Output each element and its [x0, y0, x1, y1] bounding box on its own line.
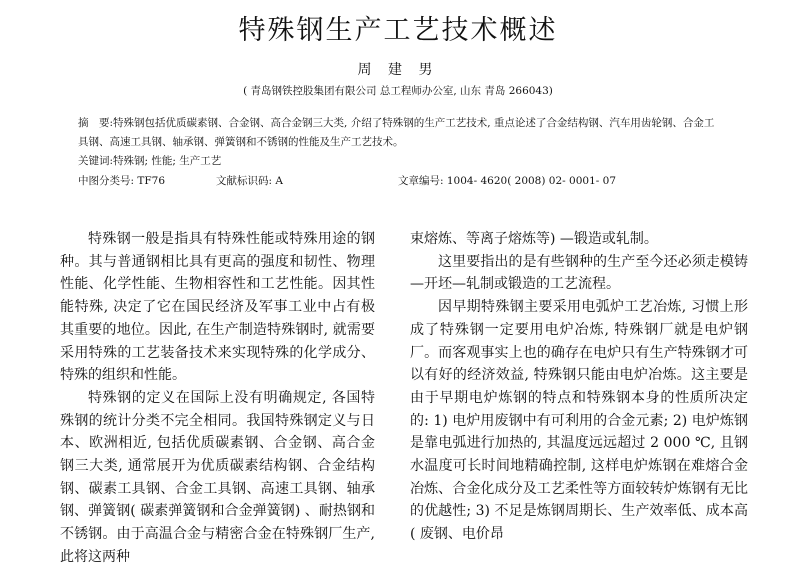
abstract-text: 特殊钢包括优质碳素钢、合金钢、高合金钢三大类, 介绍了特殊钢的生产工艺技术, 重点论述了合金结构钢、汽车用齿轮钢、合金工具钢、高速工具钢、轴承钢、弹簧钢和不锈钢的性能及生产工艺技术。 [78, 117, 715, 148]
body-paragraph: 因早期特殊钢主要采用电弧炉工艺冶炼, 习惯上形成了特殊钢一定要用电炉冶炼, 特殊钢厂就是电炉钢厂。而客观事实上也的确存在电炉只有生产特殊钢才可以有好的经济效益, 特殊钢只能由电炉冶炼。这主要是由于早期电炉炼钢的特点和特殊钢本身的性质所决定的: 1) 电炉用废钢中有可利用的合金元素; 2) 电炉炼钢是靠电弧进行加热的, 其温度远远超过 2 000 ℃, 且钢水温度可长时间地精确控制, 这样电炉炼钢在难熔合金冶炼、合金化成分及工艺柔性等方面较转炉炼钢有无比的优越性; 3) 不足是炼钢周期长、生产效率低、成本高( 废钢、电价昂 [410, 299, 748, 543]
paper-title: 特殊钢生产工艺技术概述 [238, 15, 558, 46]
keywords-block [78, 152, 718, 171]
keywords-text: 特殊钢; 性能; 生产工艺 [113, 155, 222, 167]
body-paragraph: 这里要指出的是有些钢种的生产至今还必须走模铸—开坯—轧制或锻造的工艺流程。 [410, 253, 748, 293]
body-right-column [410, 228, 748, 546]
abstract-block [78, 114, 718, 152]
body-paragraph: 特殊钢一般是指具有特殊性能或特殊用途的钢种。其与普通钢相比具有更高的强度和韧性、物理性能、化学性能、生物相容性和工艺性能。因其性能特殊, 决定了它在国民经济及军事工业中占有极其重要的地位。因此, 在生产制造特殊钢时, 就需要采用特殊的工艺装备技术来实现特殊的化学成分、特殊的组织和性能。 [60, 231, 375, 384]
document-code: 文献标识码: A [216, 175, 283, 187]
author-affiliation: ( 青岛钢铁控股集团有限公司 总工程师办公室, 山东 青岛 266043) [243, 85, 553, 97]
classification-row [78, 172, 718, 191]
body-paragraph-continuation: 束熔炼、等离子熔炼等) —锻造或轧制。 [410, 231, 658, 247]
body-left-column [60, 228, 375, 569]
abstract-label: 摘 要: [78, 117, 114, 129]
clc-number: 中图分类号: TF76 [78, 175, 166, 187]
author-name: 周 建 男 [357, 62, 439, 78]
body-paragraph: 特殊钢的定义在国际上没有明确规定, 各国特殊钢的统计分类不完全相同。我国特殊钢定义与日本、欧洲相近, 包括优质碳素钢、合金钢、高合金钢三大类, 通常展开为优质碳素结构钢、合金结构钢、碳素工具钢、合金工具钢、高速工具钢、轴承钢、弹簧钢( 碳素弹簧钢和合金弹簧钢) 、耐热钢和不锈钢。由于高温合金与精密合金在特殊钢厂生产, 此将这两种 [60, 389, 375, 565]
article-number: 文章编号: 1004- 4620( 2008) 02- 0001- 07 [398, 175, 617, 187]
keywords-label: 关键词: [78, 155, 114, 167]
